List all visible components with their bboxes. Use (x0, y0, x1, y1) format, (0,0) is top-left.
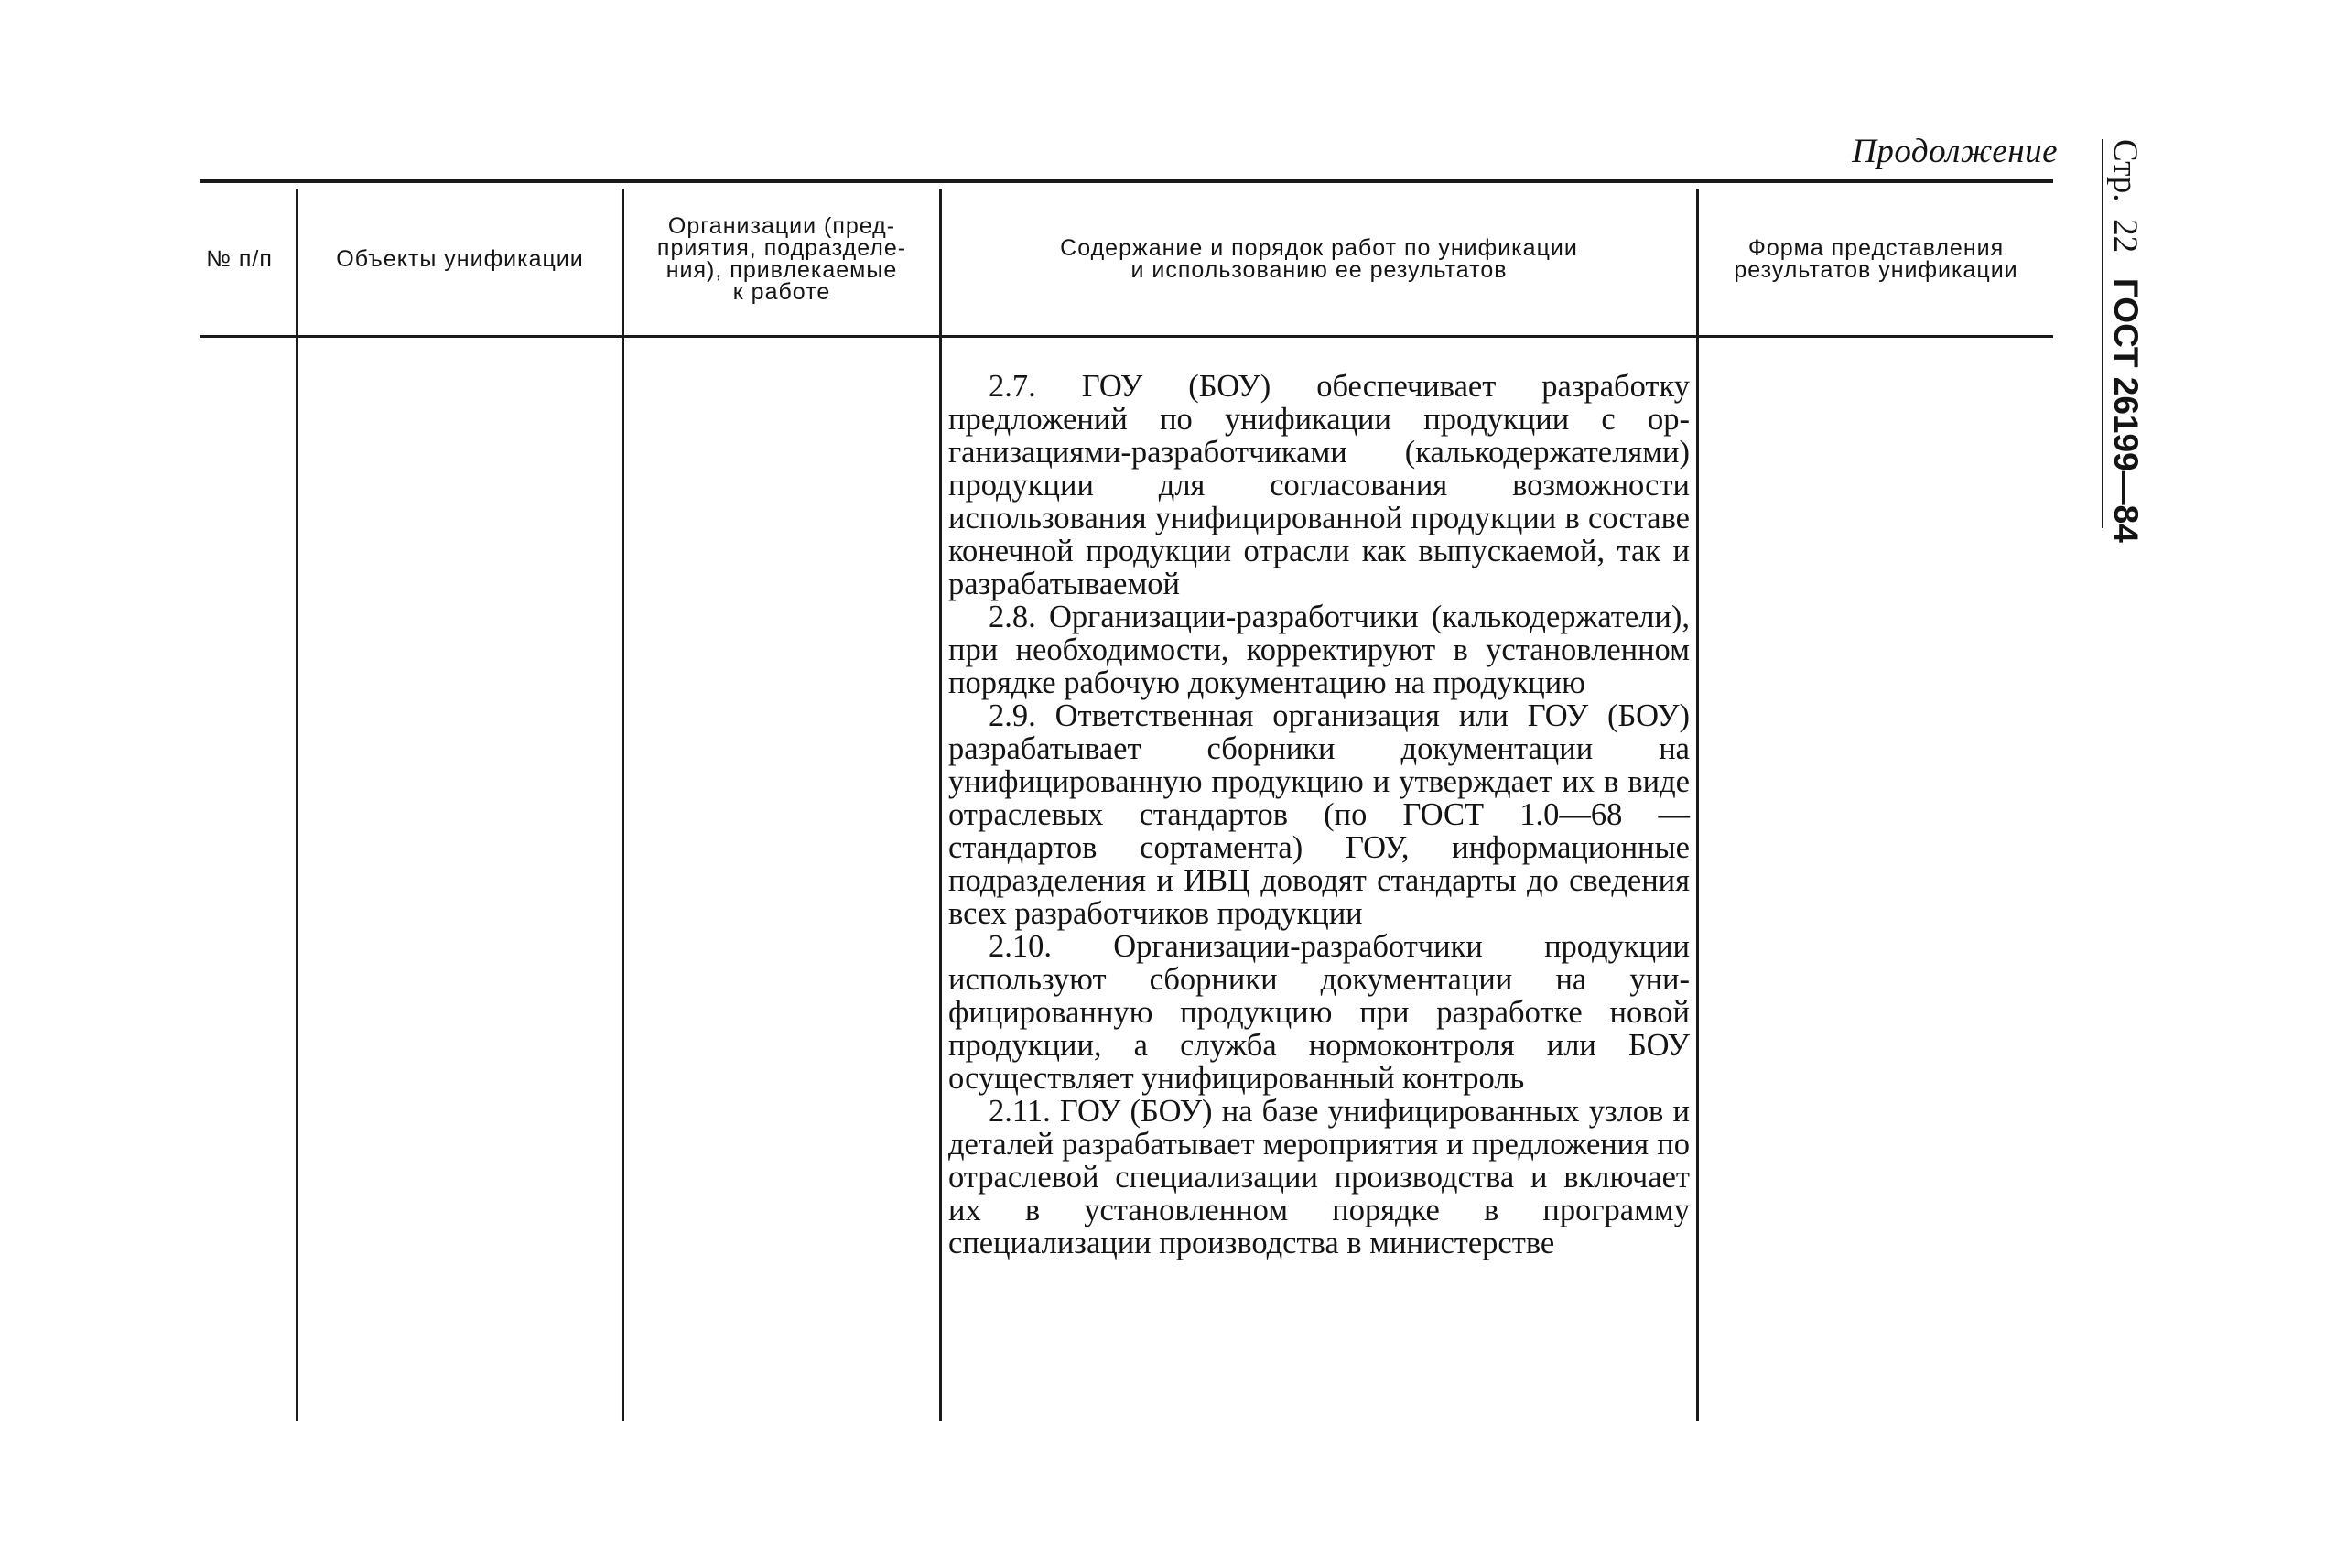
paragraph-2-10: 2.10. Организации-разработчики продукции используют сборники документации на унифицированную продукцию при разработке новой продукции, а служба нормоконтроля или БОУ осуществляет унифицированный контроль (948, 929, 1690, 1096)
header-form: Форма представления результатов унификации (1734, 235, 2018, 283)
side-running-header (2103, 139, 2158, 543)
column-divider-3 (939, 189, 942, 1421)
paragraph-2-7: 2.7. ГОУ (БОУ) обеспечивает разработку предложений по унификации продукции с организациями-разработчиками (калькодержателями) продукции для согласования возможности использования унифицированной продукции в составе конечной продукции отрасли как выпускаемой, так и разрабатываемой (948, 369, 1690, 601)
header-organizations: Организации (пред- приятия, подразделе- ния), привлекаемые к работе (656, 213, 907, 305)
column-divider-2 (622, 189, 624, 1421)
column-divider-4 (1696, 189, 1699, 1421)
paragraph-2-11: 2.11. ГОУ (БОУ) на базе унифицированных узлов и деталей разрабатывает мероприятия и предложения по отраслевой специализации производства и включает их в установленном порядке в программу специализации производства в министерстве (948, 1094, 1690, 1260)
page-prefix: Стр. (2106, 139, 2144, 202)
header-content: Содержание и порядок работ по унификации и использованию ее результатов (1060, 235, 1578, 283)
page-number: 22 (2106, 219, 2144, 254)
column-divider-1 (296, 189, 298, 1421)
paragraph-2-9: 2.9. Ответственная организация или ГОУ (БОУ) разрабатывает сборники документации на унифицированную продукцию и утверждает их в виде отраслевых стандартов (по ГОСТ 1.0—68 — стандартов сортамента) ГОУ, информационные подразделения и ИВЦ доводят стандарты до сведения всех разработчиков продукции (948, 698, 1690, 931)
header-bottom-rule (200, 335, 2053, 338)
work-content-cell (948, 370, 1690, 1260)
paragraph-2-8: 2.8. Организации-разработчики (калькодержатели), при необходимости, корректируют в установленном порядке рабочую документацию на продукцию (948, 600, 1690, 700)
header-objects: Объекты унификации (336, 246, 584, 272)
header-number: № п/п (206, 246, 273, 272)
continuation-label: Продолжение (1852, 133, 2058, 170)
standard-designation: ГОСТ 26199—84 (2107, 277, 2145, 543)
